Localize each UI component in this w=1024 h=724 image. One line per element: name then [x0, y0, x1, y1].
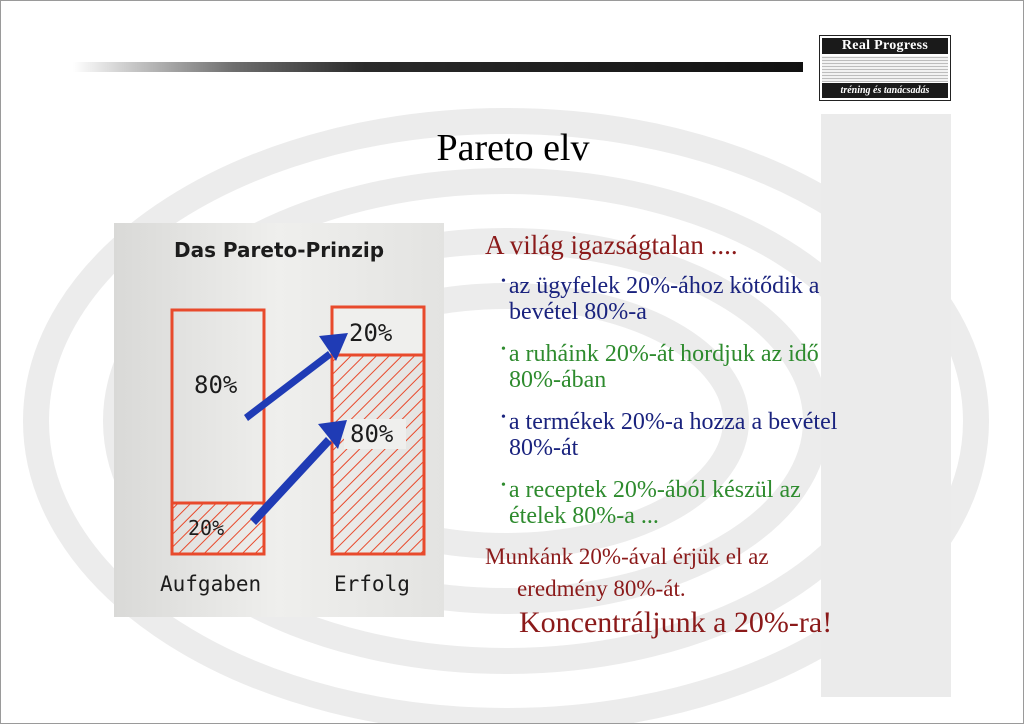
logo-tagline: tréning és tanácsadás — [822, 83, 948, 98]
bullet-1-line-2: bevétel 80%-a — [509, 299, 647, 325]
bullet-dot: • — [501, 410, 506, 425]
bullet-2-line-2: 80%-ában — [509, 367, 607, 393]
bullet-4-text: a receptek 20%-ából készül az — [508, 477, 801, 503]
conclusion-line-1: Munkánk 20%-ával érjük el az — [485, 544, 769, 569]
left-bottom-percent: 20% — [188, 516, 225, 540]
photo-heading: Das Pareto-Prinzip — [173, 238, 385, 262]
bullet-3-text: a termékek 20%-a hozza a bevétel — [508, 409, 838, 435]
top-gradient-bar — [73, 62, 803, 72]
bullet-3-line-2: 80%-át — [509, 435, 579, 461]
bullet-1-text: az ügyfelek 20%-ához kötődik a — [508, 273, 820, 299]
pareto-whiteboard-photo — [114, 223, 444, 617]
content-heading: A világ igazságtalan .... — [485, 230, 738, 260]
bullet-2-text: a ruháink 20%-át hordjuk az idő — [508, 341, 819, 367]
bullet-3-line-1 — [501, 403, 837, 437]
right-bar-label: Erfolg — [334, 572, 410, 596]
slide-title: Pareto elv — [436, 127, 590, 169]
company-logo — [819, 35, 951, 101]
bullet-dot: • — [501, 274, 506, 289]
bullet-2-line-1 — [501, 335, 819, 369]
right-bottom-percent: 80% — [350, 420, 394, 448]
right-top-percent: 20% — [349, 319, 393, 347]
left-bar-label: Aufgaben — [160, 572, 262, 596]
logo-stripes — [822, 56, 948, 82]
logo-brand: Real Progress — [822, 38, 948, 54]
left-top-percent: 80% — [194, 371, 238, 399]
bullet-dot: • — [501, 478, 506, 493]
conclusion-line-2: eredmény 80%-át. — [517, 576, 686, 601]
bullet-4-line-1 — [501, 471, 801, 505]
bullet-1-line-1 — [501, 267, 819, 301]
bullet-dot: • — [501, 342, 506, 357]
right-gray-band — [821, 114, 951, 697]
bullet-4-line-2: ételek 80%-a ... — [509, 503, 659, 529]
call-to-action: Koncentráljunk a 20%-ra! — [519, 606, 833, 639]
